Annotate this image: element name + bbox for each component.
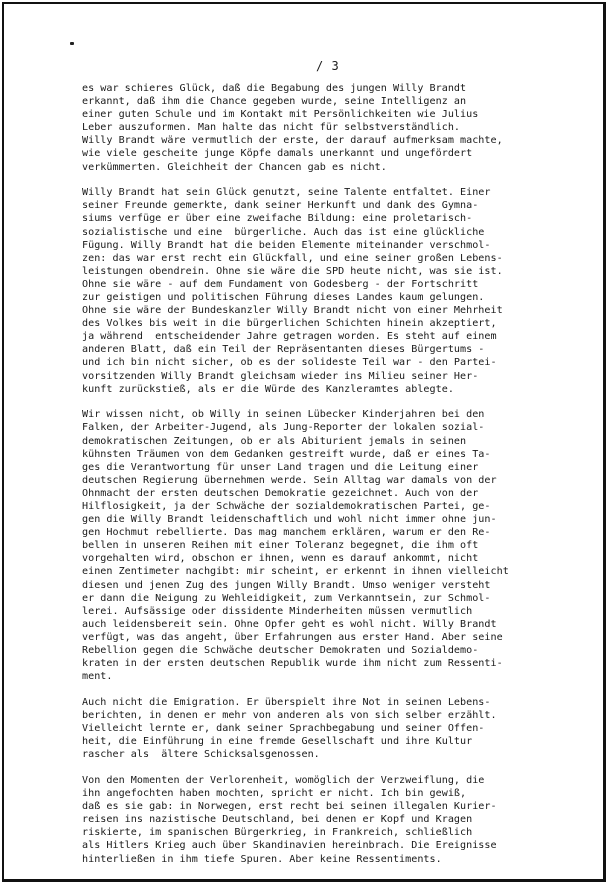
text-line: Auch nicht die Emigration. Er überspielt ihre Not in seinen Lebens- <box>82 696 491 708</box>
text-line: hinterließen in ihm tiefe Spuren. Aber keine Ressentiments. <box>82 853 442 865</box>
text-line: Vielleicht lernte er, dank seiner Sprachbegabung und seiner Offen- <box>82 723 485 735</box>
text-line: und ich bin nicht sicher, ob es der solideste Teil war - den Partei- <box>82 357 497 369</box>
text-line: daß es sie gab: in Norwegen, erst recht bei seinen illegalen Kurier- <box>82 801 497 813</box>
text-line: verfügt, was das angeht, über Erfahrungen aus erster Hand. Aber seine <box>82 631 503 643</box>
text-line: er dann die Neigung zu Wehleidigkeit, zum Verkanntsein, zur Schmol- <box>82 592 491 604</box>
body-text <box>82 82 598 866</box>
paragraph-3 <box>82 408 598 683</box>
text-line: Falken, der Arbeiter-Jugend, als Jung-Reporter der lokalen sozial- <box>82 422 485 434</box>
text-line: kühnsten Träumen von dem Gedanken gestreift wurde, daß er eines Ta- <box>82 448 491 460</box>
text-line: Wir wissen nicht, ob Willy in seinen Lübecker Kinderjahren bei den <box>82 409 485 421</box>
text-line: zur geistigen und politischen Führung dieses Landes kaum gelungen. <box>82 292 485 303</box>
text-line: erkannt, daß ihm die Chance gegeben wurde, seine Intelligenz an <box>82 96 467 108</box>
text-line: reisen ins nazistische Deutschland, bei denen er Kopf und Kragen <box>82 814 473 826</box>
text-line: deutschen Regierung übernehmen werde. Sein Alltag war damals von der <box>82 474 497 486</box>
text-line: seiner Freunde gemerkte, dank seiner Herkunft und dank des Gymna- <box>82 200 479 212</box>
text-line: ja während entscheidender Jahre getragen worden. Es steht auf einem <box>82 331 497 343</box>
text-line: als Hitlers Krieg auch über Skandinavien hereinbrach. Die Ereignisse <box>82 840 497 852</box>
typewritten-page <box>2 2 606 882</box>
paragraph-2 <box>82 186 598 396</box>
text-line: es war schieres Glück, daß die Begabung des jungen Willy Brandt <box>82 83 467 94</box>
text-line: wie viele gescheite junge Köpfe damals unerkannt und ungefördert <box>82 148 473 160</box>
text-line: vorsitzenden Willy Brandt gleichsam wieder ins Milieu seiner Her- <box>82 370 479 382</box>
text-line: Willy Brandt wäre vermutlich der erste, der darauf aufmerksam machte, <box>82 135 503 147</box>
text-line: Ohne sie wäre - auf dem Fundament von Godesberg - der Fortschritt <box>82 278 479 290</box>
text-line: gen Hochmut rebellierte. Das mag manchem erklären, warum er den Re- <box>82 527 491 539</box>
text-line: Willy Brandt hat sein Glück genutzt, seine Talente entfaltet. Einer <box>82 187 491 199</box>
text-line: rascher als ältere Schicksalsgenossen. <box>82 749 320 761</box>
text-line: ment. <box>82 671 113 683</box>
text-line: Ohnmacht der ersten deutschen Demokratie gezeichnet. Auch von der <box>82 487 479 499</box>
text-line: zen: das war erst recht ein Glückfall, und eine seiner großen Lebens- <box>82 252 503 264</box>
text-line: auch leidensbereit sein. Ohne Opfer geht es wohl nicht. Willy Brandt <box>82 618 497 630</box>
text-line: gen die Willy Brandt leidenschaftlich und wohl nicht immer ohne jun- <box>82 514 497 526</box>
text-line: Fügung. Willy Brandt hat die beiden Elemente miteinander verschmol- <box>82 239 491 251</box>
text-line: leistungen obendrein. Ohne sie wäre die SPD heute nicht, was sie ist. <box>82 265 503 277</box>
text-line: siums verfüge er über eine zweifache Bildung: eine proletarisch- <box>82 213 473 225</box>
text-line: einer guten Schule und im Kontakt mit Persönlichkeiten wie Julius <box>82 109 479 121</box>
text-line: demokratischen Zeitungen, ob er als Abiturient jemals in seinen <box>82 435 467 447</box>
text-line: bellen in unseren Reihen mit einer Toleranz begegnet, die ihm oft <box>82 540 479 552</box>
paragraph-5 <box>82 774 598 866</box>
text-line: lerei. Aufsässige oder dissidente Minderheiten müssen vermutlich <box>82 605 473 617</box>
text-line: des Volkes bis weit in die bürgerlichen Schichten hinein akzeptiert, <box>82 318 497 330</box>
text-line: diesen und jenen Zug des jungen Willy Brandt. Umso weniger versteht <box>82 579 491 591</box>
paragraph-1 <box>82 82 598 174</box>
text-line: Hilflosigkeit, ja der Schwäche der sozialdemokratischen Partei, ge- <box>82 501 491 512</box>
paragraph-4 <box>82 696 598 761</box>
text-line: heit, die Einführung in eine fremde Gesellschaft und ihre Kultur <box>82 736 473 748</box>
text-line: sozialistische und eine bürgerliche. Auch das ist eine glückliche <box>82 226 485 238</box>
text-line: Ohne sie wäre der Bundeskanzler Willy Brandt nicht von einer Mehrheit <box>82 305 503 317</box>
text-line: vorgehalten wird, obschon er ihnen, wenn es darauf ankommt, nicht <box>82 553 479 565</box>
text-line: ihn angefochten haben mochten, spricht er nicht. Ich bin gewiß, <box>82 788 467 800</box>
text-line: riskierte, im spanischen Bürgerkrieg, in Frankreich, schließlich <box>82 827 473 839</box>
text-line: kunft zurückstieß, als er die Würde des Kanzleramtes ablegte. <box>82 383 454 395</box>
text-line: anderen Blatt, daß ein Teil der Repräsentanten dieses Bürgertums - <box>82 344 485 356</box>
text-line: berichten, in denen er mehr von anderen als von sich selber erzählt. <box>82 710 497 721</box>
text-line: ges die Verantwortung für unser Land tragen und die Leitung einer <box>82 461 479 473</box>
text-line: kraten in der ersten deutschen Republik wurde ihm nicht zum Ressenti- <box>82 658 503 670</box>
page-number: / 3 <box>316 59 340 73</box>
text-line: Von den Momenten der Verlorenheit, womöglich der Verzweiflung, die <box>82 774 485 786</box>
text-line: einen Zentimeter nachgibt: mir scheint, er erkennt in ihnen vielleicht <box>82 566 509 578</box>
ink-spot <box>70 42 74 45</box>
text-line: Leber auszuformen. Man halte das nicht für selbstverständlich. <box>82 122 461 134</box>
text-line: Rebellion gegen die Schwäche deutscher Demokraten und Sozialdemo- <box>82 645 479 657</box>
text-line: verkümmerten. Gleichheit der Chancen gab es nicht. <box>82 161 387 173</box>
